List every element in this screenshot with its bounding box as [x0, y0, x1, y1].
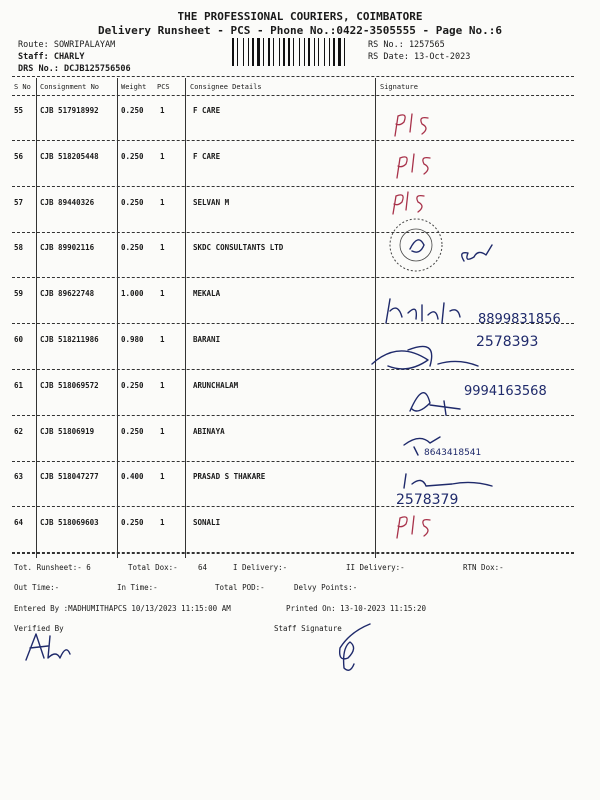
- col-pcs: PCS: [157, 83, 170, 91]
- row-weight: 0.250: [121, 426, 144, 436]
- route-label: Route: SOWRIPALAYAM: [18, 40, 116, 50]
- col-signature: Signature: [380, 83, 418, 91]
- drs-number: DRS No.: DCJB125756506: [18, 64, 131, 74]
- signature-phone-61: 9994163568: [464, 384, 547, 399]
- row-consignee: SONALI: [193, 518, 221, 528]
- table-row: [0, 509, 600, 555]
- row-weight: 0.400: [121, 472, 144, 482]
- entered-by: Entered By :MADHUMITHAPCS 10/13/2023 11:15:00 AM: [14, 604, 231, 613]
- row-consignee: PRASAD S THAKARE: [193, 472, 266, 482]
- row-consignment: CJB 89622748: [40, 289, 95, 299]
- row-divider: [12, 277, 574, 278]
- col-consignee: Consignee Details: [190, 83, 262, 91]
- row-weight: 0.250: [121, 380, 144, 390]
- row-sno: 64: [14, 518, 24, 528]
- row-weight: 0.250: [121, 243, 144, 253]
- staff-signature: [330, 618, 380, 678]
- row-consignment: CJB 518205448: [40, 151, 99, 161]
- staff-signature-label: Staff Signature: [274, 624, 342, 633]
- rs-date: RS Date: 13-Oct-2023: [368, 52, 471, 62]
- row-consignee: ARUNCHALAM: [193, 380, 239, 390]
- row-weight: 0.980: [121, 335, 144, 344]
- row-consignee: F CARE: [193, 106, 221, 115]
- row-sno: 58: [14, 243, 24, 253]
- footer-divider: [12, 553, 574, 554]
- signature-pls-57: [388, 188, 438, 218]
- row-consignee: MEKALA: [193, 289, 221, 299]
- signature-pls-55: [390, 108, 440, 138]
- table-row: [0, 143, 600, 189]
- runsheet-subtitle: Delivery Runsheet - PCS - Phone No.:0422-3505555 - Page No.:6: [98, 24, 502, 37]
- row-consignment: CJB 518047277: [40, 472, 99, 482]
- barcode: [232, 38, 358, 66]
- row-consignment: CJB 517918992: [40, 106, 99, 115]
- row-sno: 55: [14, 106, 24, 115]
- signature-phone-63: 2578379: [396, 492, 459, 508]
- verifier-signature: [20, 630, 80, 665]
- row-weight: 1.000: [121, 289, 144, 299]
- total-dox-label: Total Dox:-: [128, 563, 178, 572]
- rs-number: RS No.: 1257565: [368, 40, 445, 50]
- signature-phone-62: 8643418541: [424, 448, 482, 458]
- row-consignment: CJB 518069572: [40, 380, 99, 390]
- tot-runsheet: Tot. Runsheet:- 6: [14, 563, 91, 572]
- row-consignment: CJB 89440326: [40, 197, 95, 207]
- table-row: [0, 97, 600, 143]
- row-consignee: SELVAN M: [193, 197, 230, 207]
- printed-on: Printed On: 13-10-2023 11:15:20: [286, 604, 426, 613]
- row-divider: [12, 186, 574, 187]
- row-consignee: F CARE: [193, 151, 221, 161]
- company-title: THE PROFESSIONAL COURIERS, COIMBATORE: [177, 10, 423, 23]
- signature-62: [400, 425, 540, 465]
- row-consignment: CJB 518069603: [40, 518, 99, 528]
- row-consignee: SKDC CONSULTANTS LTD: [193, 243, 284, 253]
- signature-63: [392, 470, 532, 510]
- row-consignment: CJB 89902116: [40, 243, 95, 253]
- row-sno: 57: [14, 197, 24, 207]
- row-pcs: 1: [160, 197, 165, 207]
- row-sno: 63: [14, 472, 24, 482]
- row-pcs: 1: [160, 426, 165, 436]
- row-weight: 0.250: [121, 518, 144, 528]
- row-divider: [12, 140, 574, 141]
- table-top-divider: [12, 76, 574, 77]
- row-consignee: ABINAYA: [193, 426, 225, 436]
- total-pod: Total POD:-: [215, 583, 265, 592]
- col-sno: S No: [14, 83, 31, 91]
- row-sno: 61: [14, 380, 24, 390]
- row-consignment: CJB 518211986: [40, 335, 99, 344]
- staff-label: Staff: CHARLY: [18, 52, 85, 62]
- row-weight: 0.250: [121, 106, 144, 115]
- row-sno: 59: [14, 289, 24, 299]
- row-pcs: 1: [160, 151, 165, 161]
- delvy-points: Delvy Points:-: [294, 583, 358, 592]
- row-pcs: 1: [160, 518, 165, 528]
- signature-60: [368, 330, 568, 380]
- row-sno: 62: [14, 426, 24, 436]
- row-pcs: 1: [160, 289, 165, 299]
- signature-pls-64: [392, 510, 442, 540]
- table-row: [0, 189, 600, 235]
- row-consignee: BARANI: [193, 335, 221, 344]
- signature-pls-56: [392, 150, 442, 180]
- col-weight: Weight: [121, 83, 147, 91]
- row-weight: 0.250: [121, 197, 144, 207]
- table-row: [0, 234, 600, 280]
- row-sno: 56: [14, 151, 24, 161]
- i-delivery: I Delivery:-: [233, 563, 288, 572]
- table-header-divider: [12, 95, 574, 96]
- row-pcs: 1: [160, 106, 165, 115]
- row-pcs: 1: [160, 472, 165, 482]
- row-pcs: 1: [160, 243, 165, 253]
- signature-59: [378, 293, 578, 333]
- row-pcs: 1: [160, 335, 165, 344]
- total-dox-value: 64: [198, 563, 208, 572]
- col-consignment: Consignment No: [40, 83, 100, 91]
- signature-phone-59: 8899831856: [478, 312, 561, 327]
- row-pcs: 1: [160, 380, 165, 390]
- signature-61: [400, 375, 580, 420]
- row-consignment: CJB 51806919: [40, 426, 95, 436]
- in-time: In Time:-: [117, 583, 158, 592]
- row-weight: 0.250: [121, 151, 144, 161]
- rtn-dox: RTN Dox:-: [463, 563, 504, 572]
- signature-phone-60: 2578393: [476, 334, 539, 350]
- verified-by: Verified By: [14, 624, 64, 633]
- ii-delivery: II Delivery:-: [346, 563, 405, 572]
- out-time: Out Time:-: [14, 583, 60, 592]
- row-sno: 60: [14, 335, 24, 344]
- company-stamp-58: [378, 215, 508, 275]
